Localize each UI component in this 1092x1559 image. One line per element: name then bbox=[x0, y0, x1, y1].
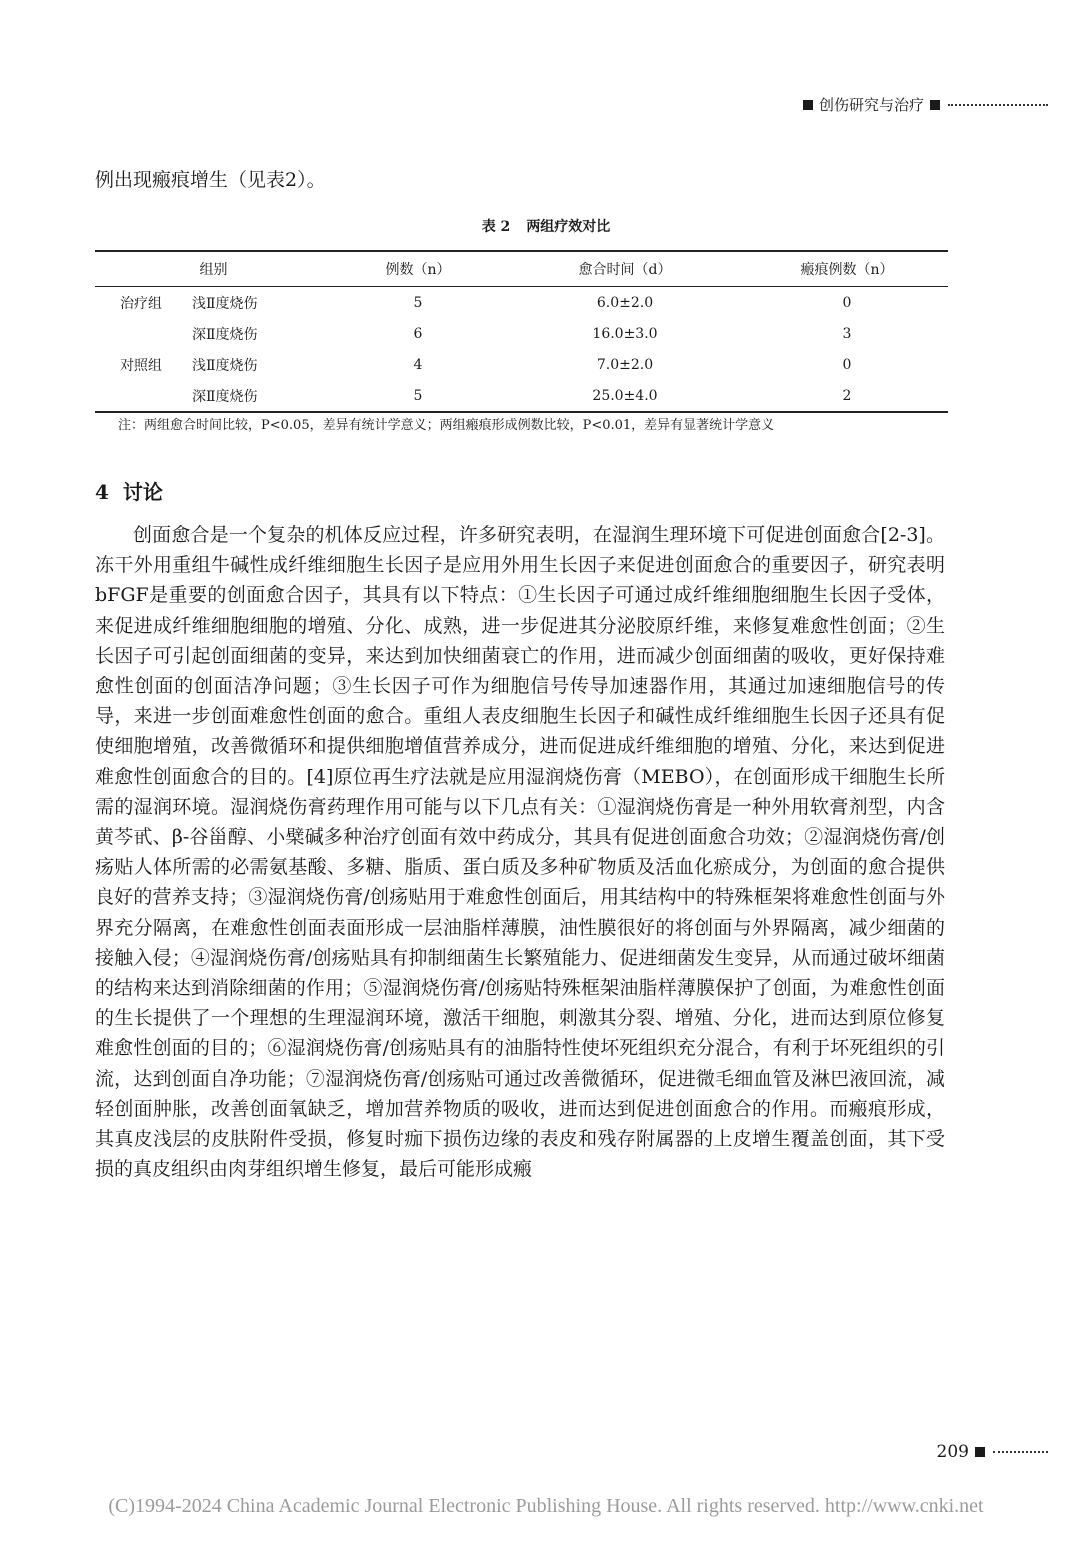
col-header-group: 组别 bbox=[95, 251, 332, 287]
count-cell: 5 bbox=[413, 294, 423, 311]
scar-cell: 0 bbox=[842, 356, 852, 373]
col-header-count: 例数（n） bbox=[332, 251, 504, 287]
table-title: 两组疗效对比 bbox=[526, 219, 611, 235]
count-cell: 4 bbox=[413, 356, 423, 373]
days-cell: 6.0±2.0 bbox=[596, 294, 654, 311]
table-row bbox=[95, 318, 948, 349]
days-cell: 7.0±2.0 bbox=[596, 356, 654, 373]
days-cell: 25.0±4.0 bbox=[504, 380, 746, 412]
scar-cell: 2 bbox=[746, 380, 948, 412]
section-heading bbox=[95, 476, 163, 505]
col-header-scar: 瘢痕例数（n） bbox=[746, 251, 948, 287]
count-cell: 6 bbox=[413, 325, 423, 342]
table-row bbox=[95, 349, 948, 380]
table-row bbox=[95, 380, 948, 412]
group-name: 对照组 bbox=[120, 357, 162, 374]
section-title: 讨论 bbox=[122, 480, 163, 504]
table-label: 表 2 bbox=[481, 219, 511, 235]
results-table bbox=[95, 250, 948, 413]
col-header-days: 愈合时间（d） bbox=[504, 251, 746, 287]
group-cell bbox=[95, 380, 332, 412]
group-cell bbox=[95, 318, 332, 349]
burn-type: 深Ⅱ度烧伤 bbox=[192, 388, 258, 405]
group-name: 治疗组 bbox=[120, 295, 162, 312]
days-cell: 16.0±3.0 bbox=[592, 325, 658, 342]
running-header bbox=[797, 94, 1048, 115]
burn-type: 浅Ⅱ度烧伤 bbox=[192, 295, 258, 312]
table-header-row bbox=[95, 251, 948, 287]
scar-cell: 3 bbox=[842, 325, 852, 342]
square-bullet-icon bbox=[975, 1447, 985, 1457]
page-footer bbox=[937, 1442, 1048, 1462]
burn-type: 深Ⅱ度烧伤 bbox=[192, 326, 258, 343]
group-cell bbox=[95, 287, 332, 319]
square-bullet-icon bbox=[803, 100, 813, 110]
count-cell: 5 bbox=[332, 380, 504, 412]
table-row bbox=[95, 287, 948, 319]
copyright-watermark: (C)1994-2024 China Academic Journal Electronic Publishing House. All rights reserved. http://www.cnki.net bbox=[108, 1495, 984, 1517]
lead-text: 例出现瘢痕增生（见表2）。 bbox=[95, 169, 326, 191]
square-bullet-icon bbox=[930, 100, 940, 110]
page-number: 209 bbox=[936, 1442, 969, 1462]
group-cell bbox=[95, 349, 332, 380]
dotted-rule bbox=[948, 104, 1048, 106]
burn-type: 浅Ⅱ度烧伤 bbox=[192, 357, 258, 374]
scar-cell: 0 bbox=[842, 294, 852, 311]
dotted-rule bbox=[993, 1451, 1048, 1453]
section-number: 4 bbox=[95, 480, 109, 504]
section-header-text: 创伤研究与治疗 bbox=[818, 96, 924, 114]
discussion-paragraph: 创面愈合是一个复杂的机体反应过程，许多研究表明，在湿润生理环境下可促进创面愈合[2-3]。冻干外用重组牛碱性成纤维细胞生长因子是应用外用生长因子来促进创面愈合的重要因子，研究表明bFGF是重要的创面愈合因子，其具有以下特点：①生长因子可通过成纤维细胞细胞生长因子受体，来促进成纤维细胞细胞的增殖、分化、成熟，进一步促进其分泌胶原纤维，来修复难愈性创面；②生长因子可引起创面细菌的变异，来达到加快细菌衰亡的作用，进而减少创面细菌的吸收，更好保持难愈性创面的创面洁净问题；③生长因子可作为细胞信号传导加速器作用，其通过加速细胞信号的传导，来进一步创面难愈性创面的愈合。重组人表皮细胞生长因子和碱性成纤维细胞生长因子还具有促使细胞增殖，改善微循环和提供细胞增值营养成分，进而促进成纤维细胞的增殖、分化，来达到促进难愈性创面愈合的目的。[4]原位再生疗法就是应用湿润烧伤膏（MEBO），在创面形成干细胞生长所需的湿润环境。湿润烧伤膏药理作用可能与以下几点有关：①湿润烧伤膏是一种外用软膏剂型，内含黄芩甙、β-谷甾醇、小檗碱多种治疗创面有效中药成分，其具有促进创面愈合功效；②湿润烧伤膏/创疡贴人体所需的必需氨基酸、多糖、脂质、蛋白质及多种矿物质及活血化瘀成分，为创面的愈合提供良好的营养支持；③湿润烧伤膏/创疡贴用于难愈性创面后，用其结构中的特殊框架将难愈性创面与外界充分隔离，在难愈性创面表面形成一层油脂样薄膜，油性膜很好的将创面与外界隔离，减少细菌的接触入侵；④湿润烧伤膏/创疡贴具有抑制细菌生长繁殖能力、促进细菌发生变异，从而通过破坏细菌的结构来达到消除细菌的作用；⑤湿润烧伤膏/创疡贴特殊框架油脂样薄膜保护了创面，为难愈性创面的生长提供了一个理想的生理湿润环境，激活干细胞，刺激其分裂、增殖、分化，进而达到原位修复难愈性创面的目的；⑥湿润烧伤膏/创疡贴具有的油脂特性使坏死组织充分混合，有利于坏死组织的引流，达到创面自净功能；⑦湿润烧伤膏/创疡贴可通过改善微循环，促进微毛细血管及淋巴液回流，减轻创面肿胀，改善创面氧缺乏，增加营养物质的吸收，进而达到促进创面愈合的作用。而瘢痕形成，其真皮浅层的皮肤附件受损，修复时痂下损伤边缘的表皮和残存附属器的上皮增生覆盖创面，其下受损的真皮组织由肉芽组织增生修复，最后可能形成瘢 bbox=[95, 524, 945, 1181]
table-caption bbox=[0, 216, 1092, 236]
table-note: 注：两组愈合时间比较，P<0.05，差异有统计学意义；两组瘢痕形成例数比较，P<0.01，差异有显著统计学意义 bbox=[118, 418, 775, 433]
